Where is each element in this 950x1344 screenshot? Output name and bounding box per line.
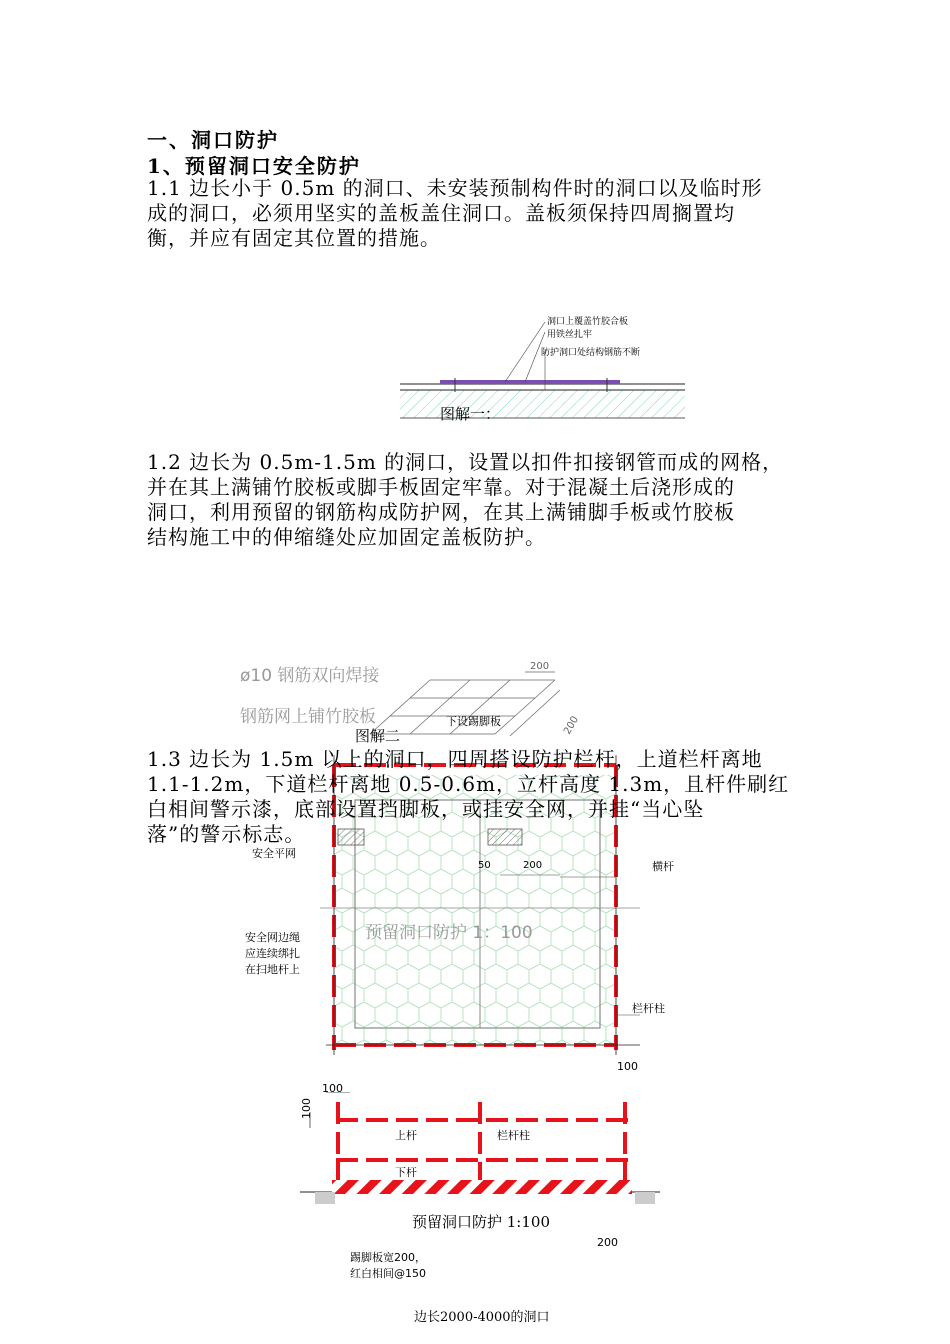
post-label: 栏杆柱 (632, 1002, 665, 1015)
text-line: 1.1 边长小于 0.5m 的洞口、未安装预制构件时的洞口以及临时形 (147, 176, 763, 200)
dim-label: 200 (597, 1236, 618, 1249)
dim-label: 200 (523, 860, 543, 871)
safety-net-label: 安全平网 (252, 847, 296, 860)
dim-label: 100 (300, 1098, 313, 1119)
text-line: 1.2 边长为 0.5m-1.5m 的洞口，设置以扣件扣接钢管而成的网格， (147, 450, 784, 474)
upper-bar-label: 上杆 (395, 1129, 417, 1142)
section-heading: 一、洞口防护 (147, 128, 279, 152)
figure2-note: ø10 钢筋双向焊接 (240, 666, 380, 686)
text-line: 并在其上满铺竹胶板或脚手板固定牢靠。对于混凝土后浇形成的 (147, 475, 735, 499)
text-line: 1.1-1.2m，下道栏杆离地 0.5-0.6m，立杆高度 1.3m，且杆件刷红 (147, 772, 790, 796)
text-line: 红白相间@150 (350, 1267, 426, 1280)
faint-title: 预留洞口防护 1：100 (365, 923, 533, 943)
dim-label: 100 (617, 1060, 638, 1073)
crossbar-label: 横杆 (652, 860, 674, 873)
paragraph-1-1 (147, 176, 812, 251)
text-line: 1.3 边长为 1.5m 以上的洞口，四周搭设防护栏杆，上道栏杆离地 (147, 747, 763, 771)
figure-rebar-mesh (370, 668, 590, 748)
text-line: 应连续绑扎 (245, 947, 300, 960)
text-line: 在扫地杆上 (245, 963, 300, 976)
figure1-caption: 图解一： (440, 405, 501, 423)
figure-guardrail-elevation (300, 1092, 670, 1212)
figure2-dim: 200 (562, 714, 582, 737)
text-line: 白相间警示漆，底部设置挡脚板，或挂安全网，并挂“当心坠 (147, 797, 705, 821)
figure2-label: 下设踢脚板 (446, 715, 501, 728)
text-line: 结构施工中的伸缩缝处应加固定盖板防护。 (147, 525, 546, 549)
dim-label: 50 (478, 860, 491, 871)
text-line: 成的洞口，必须用坚实的盖板盖住洞口。盖板须保持四周搁置均 (147, 201, 735, 225)
paragraph-1-2 (147, 450, 812, 550)
figure2-caption: 图解二 (355, 727, 401, 745)
subsection-heading: 1、预留洞口安全防护 (147, 154, 361, 178)
dim-label: 100 (322, 1082, 343, 1095)
text-line: 衡，并应有固定其位置的措施。 (147, 226, 441, 250)
figure2-dim: 200 (530, 661, 550, 672)
figure3-caption: 边长2000-4000的洞口 (414, 1310, 550, 1325)
text-line: 安全网边绳 (245, 931, 300, 944)
figure1-label: 防护洞口处结构钢筋不断 (541, 348, 641, 358)
toe-board-note (350, 1250, 426, 1282)
text-line: 落”的警示标志。 (147, 822, 306, 846)
paragraph-1-3 (147, 747, 812, 847)
text-line: 踢脚板宽200， (350, 1251, 426, 1264)
net-rope-note (245, 930, 300, 978)
text-line: 洞口，利用预留的钢筋构成防护网，在其上满铺脚手板或竹胶板 (147, 500, 735, 524)
figure1-label: 洞口上覆盖竹胶合板 (547, 317, 629, 327)
figure1-label: 用铁丝扎牢 (547, 330, 593, 340)
figure2-note: 钢筋网上铺竹胶板 (240, 707, 376, 727)
figure3-title: 预留洞口防护 1:100 (412, 1213, 550, 1231)
post-label: 栏杆柱 (497, 1129, 530, 1142)
lower-bar-label: 下杆 (395, 1166, 417, 1179)
